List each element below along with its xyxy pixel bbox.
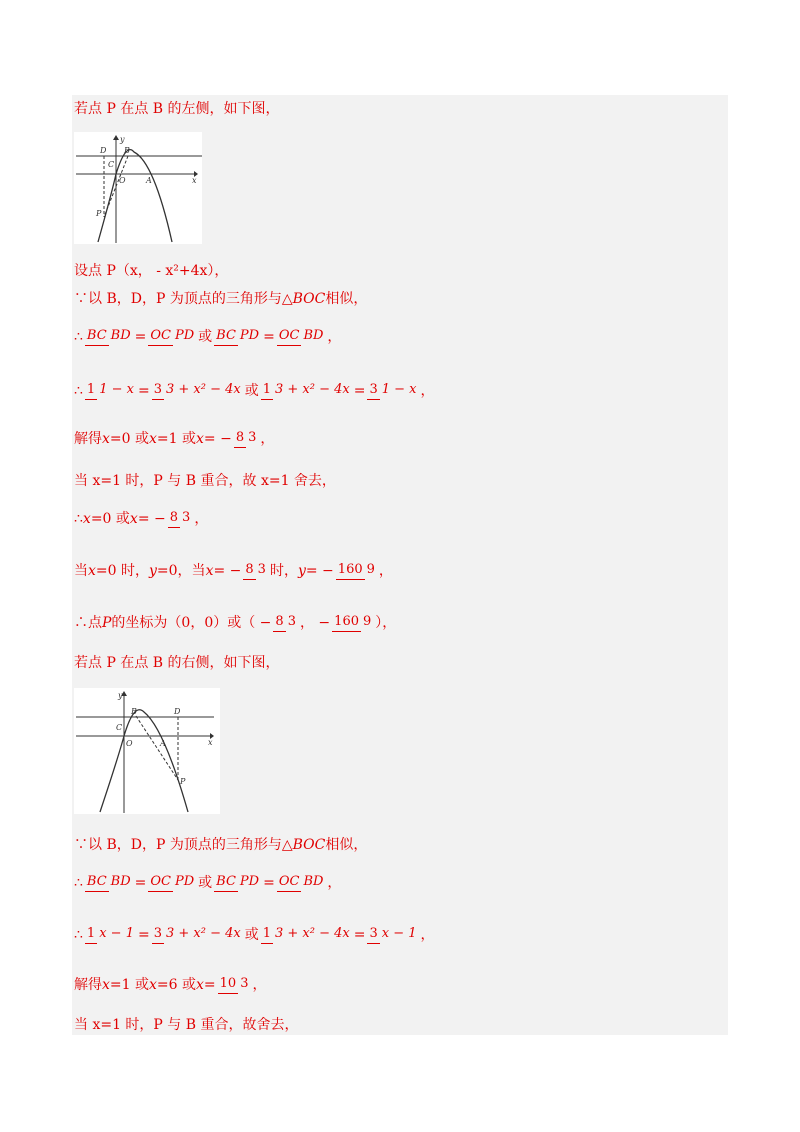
solution-line: 解得 x =0 或 x =1 或 x = − 8 3 ， (74, 430, 275, 447)
label-D: D (174, 707, 181, 716)
fraction: 8 3 (243, 562, 268, 580)
text-line (74, 474, 336, 488)
line-text: 若点 P 在点 B 的左侧，如下图， (74, 101, 280, 117)
fraction: 160 9 (336, 562, 377, 580)
label-B: B (124, 146, 130, 155)
label-C: C (116, 723, 123, 732)
line-text: 相似， (325, 291, 368, 307)
fraction: 10 3 (218, 976, 251, 994)
therefore-symbol: ∴ (74, 383, 83, 399)
text-line (74, 656, 280, 670)
or-text: 或 (244, 383, 259, 399)
coordinate-line: ∴点 P 的坐标为（0，0）或（ − 8 3 ， − 160 9 ）， (74, 614, 397, 631)
fraction: BC PD (214, 328, 261, 346)
therefore-symbol: ∴ (74, 329, 83, 345)
label-A: A (146, 176, 152, 185)
fraction: 1 3 + x² − 4x (261, 382, 352, 400)
label-P: P (180, 777, 186, 786)
fraction: 1 1 − x (85, 382, 136, 400)
text-line (74, 264, 228, 278)
label-x-axis: x (208, 738, 213, 747)
label-D: D (100, 146, 107, 155)
substituted-equation: ∴ 1 1 − x = 3 3 + x² − 4x 或 1 3 + x² − 4x = 3 1 − x ， (74, 382, 435, 399)
ratio-equation: ∴ BC BD = OC PD 或 BC PD = OC BD ， (74, 328, 342, 345)
substituted-equation: ∴ 1 x − 1 = 3 3 + x² − 4x 或 1 3 + x² − 4x = 3 x − 1 ， (74, 926, 435, 943)
line-text: 若点 P 在点 B 的右侧，如下图， (74, 655, 280, 671)
label-y-axis: y (118, 691, 123, 700)
fraction: OC BD (277, 874, 326, 892)
label-B: B (131, 707, 137, 716)
fraction: 3 1 − x (367, 382, 418, 400)
figure-left-case (74, 132, 202, 244)
label-O: O (119, 176, 126, 185)
line-text: 当 x=1 时，P 与 B 重合，故 x=1 舍去， (74, 473, 336, 489)
label-A: A (160, 739, 166, 748)
figure-right-case (74, 688, 220, 814)
fraction: 8 3 (273, 614, 298, 632)
parabola-graph-left (74, 132, 202, 244)
value-line: 当 x =0 时， y =0，当 x = − 8 3 时， y = − 160 9 ， (74, 562, 393, 579)
label-O: O (126, 739, 133, 748)
fraction: BC BD (85, 874, 133, 892)
line-text: 设点 P（x， - x²+4x）， (74, 263, 229, 279)
line-text: 当 x=1 时，P 与 B 重合，故舍去， (74, 1017, 299, 1033)
fraction: BC BD (85, 328, 133, 346)
fraction: 160 9 (332, 614, 373, 632)
text-line (74, 102, 280, 116)
text-line: ∵以 B，D，P 为顶点的三角形与△ BOC 相似， (74, 837, 368, 853)
line-text: ∵以 B，D，P 为顶点的三角形与△ (74, 291, 293, 307)
label-C: C (108, 160, 115, 169)
label-P: P (96, 209, 102, 218)
fraction: OC BD (277, 328, 326, 346)
text-line (74, 1018, 299, 1032)
text-line (74, 292, 367, 306)
parabola-graph-right (74, 688, 220, 814)
fraction: OC PD (148, 328, 196, 346)
solution-line: 解得 x =1 或 x =6 或 x = 10 3 ， (74, 976, 267, 993)
fraction: OC PD (148, 874, 196, 892)
fraction: 1 x − 1 (85, 926, 136, 944)
fraction: 1 3 + x² − 4x (261, 926, 352, 944)
fraction: 3 x − 1 (367, 926, 418, 944)
or-text: 或 (198, 329, 213, 345)
fraction: 3 3 + x² − 4x (152, 382, 243, 400)
fraction: 3 3 + x² − 4x (152, 926, 243, 944)
label-y-axis: y (120, 135, 125, 144)
ratio-equation: ∴ BC BD = OC PD 或 BC PD = OC BD ， (74, 874, 342, 891)
fraction: 8 3 (168, 510, 193, 528)
fraction: 8 3 (234, 430, 259, 448)
triangle-name: BOC (292, 291, 326, 307)
label-x-axis: x (192, 176, 197, 185)
solution-line: ∴ x =0 或 x = − 8 3 ， (74, 510, 209, 527)
fraction: BC PD (214, 874, 261, 892)
